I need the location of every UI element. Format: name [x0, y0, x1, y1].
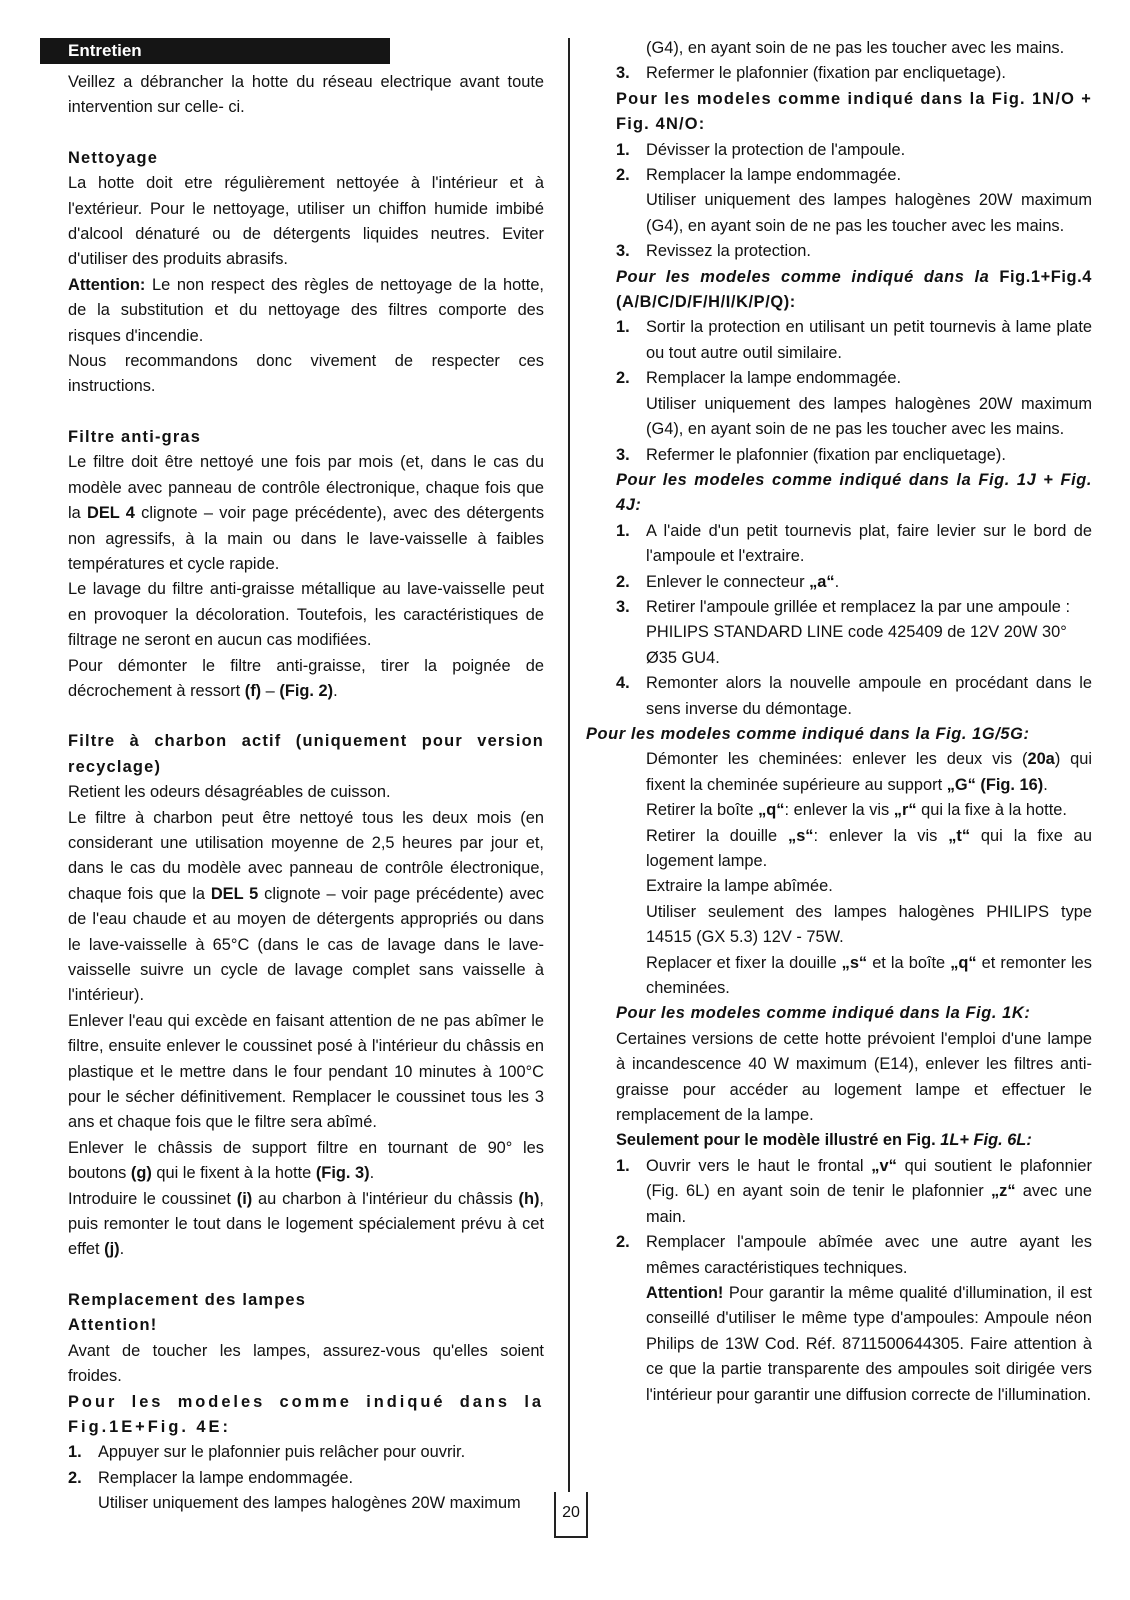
list-item: 1. A l'aide d'un petit tournevis plat, faire levier sur le bord de l'ampoule et l'extraire. — [616, 521, 1092, 566]
filtre-charbon-heading: Filtre à charbon actif (uniquement pour version recyclage) — [68, 732, 544, 776]
model-1g-text-6: Replacer et fixer la douille „s“ et la boîte „q“ et remonter les cheminées. — [646, 953, 1092, 998]
model-1no-heading: Pour les modeles comme indiqué dans la Fig. 1N/O + Fig. 4N/O: — [616, 89, 1092, 134]
filtre-charbon-text-5: Introduire le coussinet (i) au charbon à l'intérieur du châssis (h), puis remonter le tout dans le logement spécialement prévu à cet effet (j). — [68, 1189, 544, 1259]
right-column — [586, 36, 1093, 1408]
filtre-charbon-text-4: Enlever le châssis de support filtre en tournant de 90° les boutons (g) qui le fixent à la hotte (Fig. 3). — [68, 1138, 544, 1183]
model-1g-text-1: Démonter les cheminées: enlever les deux vis (20a) qui fixent la cheminée supérieure au support „G“ (Fig. 16). — [646, 750, 1092, 794]
model-1l-attention: Attention! Pour garantir la même qualité d'illumination, il est conseillé d'utiliser le même type d'ampoules: Ampoule néon Philips de 13W Cod. Réf. 8711500644305. Faire attention à ce que la partie transparente des ampoules soit dirigée vers l'intérieur pour garantir une diffusion correcte de l'illumination. — [646, 1283, 1092, 1404]
filtre-antigras-text: Le filtre doit être nettoyé une fois par mois (et, dans le cas du modèle avec panneau de contrôle électronique, chaque fois que la DEL 4 clignote – voir page précédente), avec des détergents non agressifs, à la main ou dans le lave-vaisselle à faibles températures et cycle rapide. — [68, 453, 545, 573]
list-item: 4. Remonter alors la nouvelle ampoule en procédant dans le sens inverse du démontage. — [616, 674, 1092, 718]
filtre-antigras-lavage: Le lavage du filtre anti-graisse métallique au lave-vaisselle peut en provoquer la décoloration. Toutefois, les caractéristiques de filtrage ne seront en aucun cas modifiées. — [68, 580, 544, 650]
model-1k-heading: Pour les modeles comme indiqué dans la Fig. 1K: — [616, 1004, 1031, 1023]
list-item: 3. Refermer le plafonnier (fixation par encliquetage). — [616, 64, 1006, 83]
list-item: 2. Remplacer la lampe endommagée. — [616, 166, 902, 185]
model-1g-text-5: Utiliser seulement des lampes halogènes PHILIPS type 14515 (GX 5.3) 12V - 75W. — [646, 902, 1092, 947]
list-item: 2. Remplacer la lampe endommagée. — [68, 1468, 354, 1487]
nettoyage-text: La hotte doit etre régulièrement nettoyée à l'intérieur et à l'extérieur. Pour le nettoyage, utiliser un chiffon humide imbibé d'alcool dénaturé ou de détergents liquides neutres. Eviter d'utiliser des produits abrasifs. — [68, 174, 544, 269]
list-item: 2. Enlever le connecteur „a“. — [616, 572, 840, 591]
list-item: 3. Refermer le plafonnier (fixation par encliquetage). — [616, 445, 1006, 464]
continuation-text: (G4), en ayant soin de ne pas les toucher avec les mains. — [646, 39, 1065, 57]
lampes-note: Utiliser uniquement des lampes halogènes 20W maximum — [98, 1494, 521, 1513]
model-1g-text-4: Extraire la lampe abîmée. — [646, 877, 833, 896]
column-divider — [568, 38, 570, 1512]
list-item: 2. Remplacer l'ampoule abîmée avec une autre ayant les mêmes caractéristiques techniques. — [616, 1233, 1092, 1277]
nettoyage-heading: Nettoyage — [68, 148, 159, 167]
model-1e-heading: Pour les modeles comme indiqué dans la Fig.1E+Fig. 4E: — [68, 1392, 544, 1436]
model-1no-note: Utiliser uniquement des lampes halogènes 20W maximum (G4), en ayant soin de ne pas les toucher avec les mains. — [646, 191, 1092, 235]
model-14-note: Utiliser uniquement des lampes halogènes 20W maximum (G4), en ayant soin de ne pas les toucher avec les mains. — [646, 394, 1092, 439]
left-column — [68, 38, 544, 1517]
attention-label: Attention: — [68, 275, 146, 294]
list-item: 1. Ouvrir vers le haut le frontal „v“ qui soutient le plafonnier (Fig. 6L) en ayant soin de tenir le plafonnier „z“ avec une main. — [616, 1156, 1093, 1226]
lampes-attention: Attention! — [68, 1316, 158, 1335]
filtre-antigras-demontage: Pour démonter le filtre anti-graisse, tirer la poignée de décrochement à ressort (f) – (Fig. 2). — [68, 656, 544, 700]
list-item: 1. Sortir la protection en utilisant un petit tournevis à lame plate ou tout autre outil similaire. — [616, 318, 1092, 362]
filtre-antigras-heading: Filtre anti-gras — [68, 427, 202, 446]
list-item: 3. Revissez la protection. — [616, 242, 811, 261]
page-number: 20 — [554, 1492, 588, 1538]
lampes-text: Avant de toucher les lampes, assurez-vous qu'elles soient froides. — [68, 1341, 544, 1386]
model-1k-text: Certaines versions de cette hotte prévoient l'emploi d'une lampe à incandescence 40 W maximum (E14), enlever les filtres anti-graisse pour accéder au logement lampe et effectuer le remplacement de la lampe. — [616, 1029, 1092, 1125]
model-1g-text-2: Retirer la boîte „q“: enlever la vis „r“ qui la fixe à la hotte. — [646, 801, 1067, 820]
section-title: Entretien — [68, 41, 142, 60]
nettoyage-attention: Attention: Le non respect des règles de nettoyage de la hotte, de la substitution et du nettoyage des filtres comporte des risques d'incendie. — [68, 275, 544, 345]
list-item: 3. Retirer l'ampoule grillée et remplacez la par une ampoule : PHILIPS STANDARD LINE code 425409 de 12V 20W 30° Ø35 GU4. — [616, 597, 1071, 667]
list-item: 1. Appuyer sur le plafonnier puis relâcher pour ouvrir. — [68, 1443, 466, 1462]
model-1g-heading: Pour les modeles comme indiqué dans la Fig. 1G/5G: — [586, 724, 1030, 743]
intro-text: Veillez a débrancher la hotte du réseau electrique avant toute intervention sur celle- ci. — [68, 73, 544, 117]
model-14-heading: Pour les modeles comme indiqué dans la Fig.1+Fig.4 (A/B/C/D/F/H/I/K/P/Q): — [616, 267, 1092, 312]
filtre-charbon-text-2: Le filtre à charbon peut être nettoyé tous les deux mois (en considerant une utilisation moyenne de 2,5 heures par jour et, dans le cas du modèle avec panneau de contrôle électronique, chaque fois que la DEL 5 clignote – voir page précédente) avec de l'eau chaude et au moyen de détergents appropriés ou dans le lave-vaisselle à 65°C (dans le cas de lavage dans le lave-vaisselle suivre un cycle de lavage complet sans vaisselle à l'intérieur). — [68, 808, 545, 1005]
nettoyage-recommendation: Nous recommandons donc vivement de respecter ces instructions. — [68, 352, 544, 396]
model-1j-heading: Pour les modeles comme indiqué dans la Fig. 1J + Fig. 4J: — [616, 470, 1092, 515]
list-item: 1. Dévisser la protection de l'ampoule. — [616, 140, 906, 159]
lampes-heading: Remplacement des lampes — [68, 1290, 307, 1309]
model-1g-text-3: Retirer la douille „s“: enlever la vis „t“ qui la fixe au logement lampe. — [646, 826, 1092, 870]
filtre-charbon-text-3: Enlever l'eau qui excède en faisant attention de ne pas abîmer le filtre, ensuite enlever le coussinet posé à l'intérieur du châssis en plastique et le mettre dans le four pendant 10 minutes à 100°C pour le sécher définitivement. Remplacer le coussinet tous les 3 ans et chaque fois que le filtre sera abîmé. — [68, 1011, 544, 1132]
filtre-charbon-text-1: Retient les odeurs désagréables de cuisson. — [68, 783, 391, 802]
model-1l-heading: Seulement pour le modèle illustré en Fig. 1L+ Fig. 6L: — [616, 1131, 1032, 1150]
list-item: 2. Remplacer la lampe endommagée. — [616, 369, 902, 388]
